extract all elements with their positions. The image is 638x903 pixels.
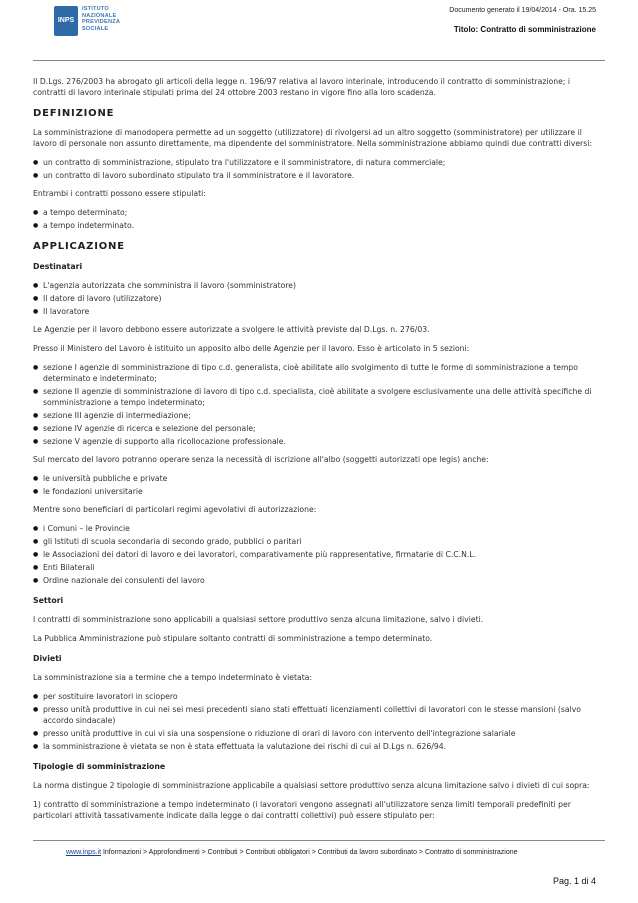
list-item: ● sezione II agenzie di somministrazione di lavoro di tipo c.d. specialista, cioè abilitate a svolgere esclusivamente una delle attività specifiche di somministrazione a tempo indeterminato; xyxy=(33,386,593,408)
list-item: ● la somministrazione è vietata se non è stata effettuata la valutazione dei rischi di cui al D.Lgs n. 626/94. xyxy=(33,741,593,752)
header-divider xyxy=(33,60,605,61)
paragraph: I contratti di somministrazione sono applicabili a qualsiasi settore produttivo senza alcuna limitazione, salvo i divieti. xyxy=(33,615,484,624)
logo-abbr: INPS xyxy=(57,17,75,24)
list-item: ● L'agenzia autorizzata che somministra il lavoro (somministratore) xyxy=(33,280,593,291)
paragraph: La somministrazione di manodopera permette ad un soggetto (utilizzatore) di rivolgersi ad un altro soggetto (somministratore) per utilizzare il lavoro di personale non assunto direttamente, ma dipendente del somministratore. Nella somministrazione abbiamo quindi due contratti diversi: xyxy=(33,128,592,148)
regimi-list xyxy=(33,523,593,586)
logo-line: SOCIALE xyxy=(82,25,109,32)
contracts-list xyxy=(33,157,593,181)
document-body xyxy=(33,76,593,829)
logo-line: NAZIONALE xyxy=(82,12,117,19)
list-item: ● per sostituire lavoratori in sciopero xyxy=(33,691,593,702)
subheading-divieti: Divieti xyxy=(33,654,62,663)
inps-logo xyxy=(54,6,78,36)
page-number: Pag. 1 di 4 xyxy=(552,876,596,886)
paragraph: Entrambi i contratti possono essere stipulati: xyxy=(33,189,206,198)
list-item: ● le fondazioni universitarie xyxy=(33,486,593,497)
logo-line: ISTITUTO xyxy=(82,6,109,12)
divieti-list xyxy=(33,691,593,752)
subheading-tipologie: Tipologie di somministrazione xyxy=(33,762,166,771)
list-item: ● sezione I agenzie di somministrazione di tipo c.d. generalista, cioè abilitate allo svolgimento di tutte le forme di somministrazione a tempo determinato e indeterminato; xyxy=(33,362,593,384)
list-item: ● gli Istituti di scuola secondaria di secondo grado, pubblici o paritari xyxy=(33,536,593,547)
paragraph: Mentre sono beneficiari di particolari regimi agevolativi di autorizzazione: xyxy=(33,505,317,514)
list-item: ● sezione III agenzie di intermediazione; xyxy=(33,410,593,421)
section-heading-definizione: DEFINIZIONE xyxy=(33,108,115,119)
list-item: ● Enti Bilaterali xyxy=(33,562,593,573)
list-item: ● presso unità produttive in cui nei sei mesi precedenti siano stati effettuati licenziamenti collettivi di lavoratori con le stesse mansioni (salvo accordo sindacale) xyxy=(33,704,593,726)
subheading-destinatari: Destinatari xyxy=(33,262,83,271)
list-item: ● i Comuni – le Provincie xyxy=(33,523,593,534)
page-header xyxy=(0,0,638,60)
list-item: ● a tempo determinato; xyxy=(33,207,593,218)
list-item: ● a tempo indeterminato. xyxy=(33,220,593,231)
ope-legis-list xyxy=(33,473,593,497)
list-item: ● un contratto di lavoro subordinato stipulato tra il somministratore e il lavoratore. xyxy=(33,170,593,181)
paragraph: Le Agenzie per il lavoro debbono essere autorizzate a svolgere le attività previste dal D.Lgs. n. 276/03. xyxy=(33,325,430,334)
footer-path: Informazioni > Approfondimenti > Contributi > Contributi obbligatori > Contributi da lavoro subordinato > Contratto di somministrazione xyxy=(101,849,518,856)
paragraph: 1) contratto di somministrazione a tempo indeterminato (i lavoratori vengono assegnati all'utilizzatore senza limiti temporali predefiniti per particolari attività tassativamente indicate dalla legge o dai contratti collettivi) può essere stipulato per: xyxy=(33,800,571,820)
list-item: ● Il datore di lavoro (utilizzatore) xyxy=(33,293,593,304)
logo-line: PREVIDENZA xyxy=(82,19,121,25)
terms-list xyxy=(33,207,593,231)
paragraph: Sul mercato del lavoro potranno operare senza la necessità di iscrizione all'albo (soggetti autorizzati ope legis) anche: xyxy=(33,455,489,464)
list-item: ● presso unità produttive in cui vi sia una sospensione o riduzione di orari di lavoro con intervento dell'integrazione salariale xyxy=(33,728,593,739)
generated-timestamp: Documento generato il 19/04/2014 - Ora. 15.25 xyxy=(449,7,596,14)
paragraph: La Pubblica Amministrazione può stipulare soltanto contratti di somministrazione a tempo determinato. xyxy=(33,634,433,643)
list-item: ● sezione IV agenzie di ricerca e selezione del personale; xyxy=(33,423,593,434)
footer-breadcrumb xyxy=(66,848,546,857)
paragraph: La norma distingue 2 tipologie di somministrazione applicabile a qualsiasi settore produttivo senza alcuna limitazione salvo i divieti di cui sopra: xyxy=(33,781,590,790)
paragraph: La somministrazione sia a termine che a tempo indeterminato è vietata: xyxy=(33,673,313,682)
paragraph: Presso il Ministero del Lavoro è istituito un apposito albo delle Agenzie per il lavoro. Esso è articolato in 5 sezioni: xyxy=(33,344,470,353)
list-item: ● Ordine nazionale dei consulenti del lavoro xyxy=(33,575,593,586)
list-item: ● un contratto di somministrazione, stipulato tra l'utilizzatore e il somministratore, di natura commerciale; xyxy=(33,157,593,168)
sezioni-list xyxy=(33,362,593,447)
subheading-settori: Settori xyxy=(33,596,64,605)
document-title: Titolo: Contratto di somministrazione xyxy=(453,25,596,34)
destinatari-list xyxy=(33,280,593,317)
inps-link[interactable]: www.inps.it xyxy=(66,849,102,856)
list-item: ● sezione V agenzie di supporto alla ricollocazione professionale. xyxy=(33,436,593,447)
section-heading-applicazione: APPLICAZIONE xyxy=(33,241,125,252)
list-item: ● le Associazioni dei datori di lavoro e dei lavoratori, comparativamente più rappresentative, firmatarie di C.C.N.L. xyxy=(33,549,593,560)
footer-divider xyxy=(33,840,605,841)
logo-text xyxy=(82,6,120,32)
list-item: ● le università pubbliche e private xyxy=(33,473,593,484)
list-item: ● Il lavoratore xyxy=(33,306,593,317)
intro-paragraph: Il D.Lgs. 276/2003 ha abrogato gli articoli della legge n. 196/97 relativa al lavoro interinale, introducendo il contratto di somministrazione; i contratti di lavoro interinale stipulati prima del 24 ottobre 2003 restano in vigore fino alla loro scadenza. xyxy=(33,77,571,97)
